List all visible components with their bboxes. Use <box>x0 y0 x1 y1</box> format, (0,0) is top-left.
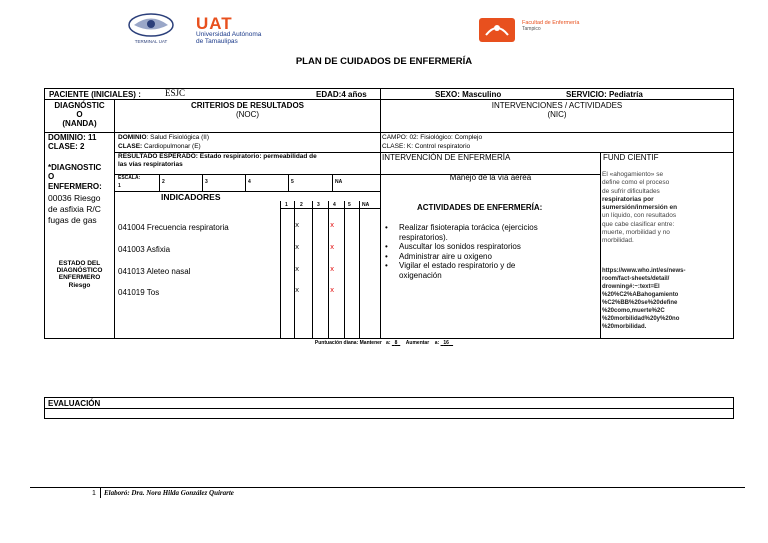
col-divider <box>328 201 329 338</box>
actividad-4-line1: Vigilar el estado respiratorio y de <box>399 261 516 270</box>
escala-2: 2 <box>162 179 165 185</box>
indicador-1-mark: x <box>295 222 300 230</box>
indicador-4-target-mark: x <box>330 287 335 295</box>
patient-age: EDAD:4 años <box>316 90 367 99</box>
uat-mark: UAT <box>196 14 233 33</box>
diagnostico-header-3: (NANDA) <box>62 119 97 128</box>
col-divider <box>332 174 333 191</box>
fund-url-line: %C2%BB%20se%20define <box>602 300 678 306</box>
evaluacion-label: EVALUACIÓN <box>48 399 101 408</box>
criterios-header-2: (NOC) <box>235 110 260 119</box>
nanda-dominio: DOMINIO: 11 <box>48 133 97 142</box>
diag-label-1: *DIAGNOSTIC <box>48 163 102 172</box>
indicador-1: 041004 Frecuencia respiratoria <box>118 223 229 232</box>
col-divider <box>288 174 289 191</box>
page-title: PLAN DE CUIDADOS DE ENFERMERÍA <box>295 56 473 67</box>
fund-url-line: %20morbilidad. <box>602 324 647 330</box>
mantener-a: a: <box>386 340 391 346</box>
evaluacion-table <box>44 397 734 419</box>
aumentar-value <box>441 340 454 346</box>
fund-url-line: %20%C2%ABahogamiento <box>602 292 679 298</box>
ind-col-1: 1 <box>285 202 288 208</box>
diag-text-1: 00036 Riesgo <box>48 193 101 203</box>
indicador-1-target-mark: x <box>330 222 335 230</box>
col-divider <box>344 201 345 338</box>
diagnostico-header-2: O <box>76 110 83 119</box>
uat-seal-logo <box>112 12 190 46</box>
ind-col-2: 2 <box>300 202 303 208</box>
actividad-4-line2: oxigenación <box>399 270 442 280</box>
noc-dominio <box>118 134 209 141</box>
col-divider <box>280 201 281 338</box>
ind-col-3: 3 <box>317 202 320 208</box>
fund-line: respiratorias por <box>602 195 654 203</box>
list-item <box>381 223 566 242</box>
escala-5: 5 <box>291 179 294 185</box>
fund-url-line: %20morbilidad%20y%20no <box>602 316 680 322</box>
noc-dominio-label: DOMINIO <box>118 134 147 141</box>
fund-line: define como el proceso <box>602 179 670 187</box>
fund-line: un líquido, con resultados <box>602 212 677 220</box>
uat-name-line2: de Tamaulipas <box>196 38 238 45</box>
mantener-value <box>392 340 400 346</box>
intervencion-label: INTERVENCIÓN DE ENFERMERÍA <box>382 153 511 162</box>
row-divider <box>45 132 733 133</box>
col-divider <box>114 99 115 338</box>
fund-source-link[interactable] <box>602 267 732 331</box>
estado-2: DIAGNÓSTICO <box>56 267 103 274</box>
noc-clase <box>118 143 201 150</box>
indicador-4-mark: x <box>295 287 300 295</box>
faculty-logo-icon <box>478 17 516 43</box>
list-item <box>381 242 566 252</box>
diagnostico-header-1: DIAGNÓSTIC <box>54 101 105 110</box>
noc-clase-label: CLASE: <box>118 143 143 150</box>
col-divider <box>312 201 313 338</box>
col-divider <box>600 152 601 338</box>
estado-4: Riesgo <box>68 282 91 289</box>
puntuacion-label: Puntuación diana: Mantener <box>314 340 382 346</box>
noc-clase-value: Cardiopulmonar (E) <box>142 143 201 150</box>
fund-cientif-label: FUND CIENTIF <box>603 153 659 162</box>
mantener-number: 8 <box>394 340 398 346</box>
resultado-esperado-1: RESULTADO ESPERADO: Estado respiratorio: permeabilidad de <box>118 153 317 160</box>
faculty-name: Facultad de Enfermería <box>522 20 580 26</box>
row-divider <box>115 191 380 192</box>
actividad-1-line1: Realizar fisioterapia torácica (ejercicios <box>399 223 538 232</box>
actividad-3: Administrar aire u oxigeno <box>399 251 492 261</box>
aumentar-a: a: <box>434 340 440 346</box>
page-number: 1 <box>92 490 96 497</box>
nic-campo: CAMPO: 02: Fisiológico: Complejo <box>382 134 483 141</box>
row-divider <box>45 408 733 409</box>
list-item <box>381 261 566 280</box>
escala-4: 4 <box>248 179 251 185</box>
patient-service: SERVICIO: Pediatría <box>566 90 643 99</box>
diag-text-3: fugas de gas <box>48 215 97 225</box>
fund-url-line: room/fact-sheets/detail/ <box>602 276 670 282</box>
footer-separator <box>100 488 101 498</box>
diag-label-2: O <box>48 172 55 181</box>
uat-seal-text: TERMINAL UAT <box>134 39 168 44</box>
intervencion-text: Manejo de la vía aérea <box>449 173 532 182</box>
indicador-3-target-mark: x <box>330 266 335 274</box>
row-divider <box>115 174 380 175</box>
escala-1: 1 <box>118 183 121 189</box>
diag-text-2: de asfixia R/C <box>48 204 101 214</box>
aumentar-label: Aumentar <box>405 340 430 346</box>
fund-url-line: drowning#:~:text=El <box>602 284 660 290</box>
ind-col-5: 5 <box>348 202 351 208</box>
puntuacion-diana <box>0 340 768 346</box>
indicador-4: 041019 Tos <box>118 288 160 297</box>
intervenciones-header-1: INTERVENCIONES / ACTIVIDADES <box>491 101 623 110</box>
uat-logo <box>196 14 306 44</box>
fund-line: sumersión/inmersión en <box>602 204 678 212</box>
indicadores-label: INDICADORES <box>161 192 221 202</box>
col-divider <box>202 174 203 191</box>
care-plan-table <box>44 88 734 339</box>
noc-dominio-value: : Salud Fisiológica (II) <box>146 134 210 141</box>
estado-3: ENFERMERO <box>58 274 101 281</box>
faculty-campus: Tampico <box>522 26 541 32</box>
escala-3: 3 <box>205 179 208 185</box>
indicador-3-mark: x <box>295 266 300 274</box>
actividades-list <box>381 223 566 280</box>
actividad-1-line2: respiratorios). <box>399 232 448 242</box>
footer-divider <box>30 487 745 488</box>
fund-line: muerte, morbilidad y no <box>602 229 670 237</box>
criterios-header-1: CRITERIOS DE RESULTADOS <box>190 101 305 110</box>
indicador-3: 041013 Aleteo nasal <box>118 267 191 276</box>
col-divider <box>380 89 381 338</box>
fund-line: El «ahogamiento» se <box>602 171 664 178</box>
actividades-label: ACTIVIDADES DE ENFERMERÍA: <box>417 203 543 212</box>
ind-col-na: NA <box>362 202 370 208</box>
row-divider <box>45 99 733 100</box>
uat-name-line1: Universidad Autónoma <box>196 31 262 38</box>
fund-line: morbilidad. <box>602 237 634 245</box>
diag-label-3: ENFERMERO: <box>48 182 102 191</box>
header-logos <box>0 12 768 48</box>
escala-label: ESCALA: <box>118 175 141 181</box>
row-divider <box>280 208 380 209</box>
fund-cientif-text <box>602 171 732 246</box>
nic-clase: CLASE: K: Control respiratorio <box>382 143 471 150</box>
col-divider <box>245 174 246 191</box>
intervenciones-header-2: (NIC) <box>547 110 567 119</box>
fund-url-line: https://www.who.int/es/news- <box>602 268 686 274</box>
col-divider <box>359 201 360 338</box>
footer-author: Elaboró: Dra. Nora Hilda González Quirarte <box>104 489 234 497</box>
aumentar-number: 16 <box>443 340 449 346</box>
actividad-2: Auscultar los sonidos respiratorios <box>399 242 521 251</box>
fund-line: de sufrir dificultades <box>602 187 660 195</box>
patient-label: PACIENTE (INICIALES) : <box>49 90 141 99</box>
resultado-esperado-2: las vías respiratorias <box>118 161 183 168</box>
ind-col-4: 4 <box>333 202 336 208</box>
faculty-logo-text <box>522 20 642 32</box>
patient-initials: ESJC <box>165 88 186 98</box>
estado-1: ESTADO DEL <box>58 260 101 267</box>
patient-sex: SEXO: Masculino <box>435 90 502 99</box>
fund-url-line: %20como,muerte%2C <box>602 308 665 314</box>
fund-line: que cabe clasificar entre: <box>602 220 675 228</box>
indicador-2-mark: x <box>295 244 300 252</box>
indicador-2-target-mark: x <box>330 244 335 252</box>
indicador-2: 041003 Asfixia <box>118 245 171 254</box>
list-item <box>381 252 566 262</box>
nanda-clase: CLASE: 2 <box>48 142 85 151</box>
col-divider <box>159 174 160 191</box>
escala-na: NA <box>335 179 343 185</box>
